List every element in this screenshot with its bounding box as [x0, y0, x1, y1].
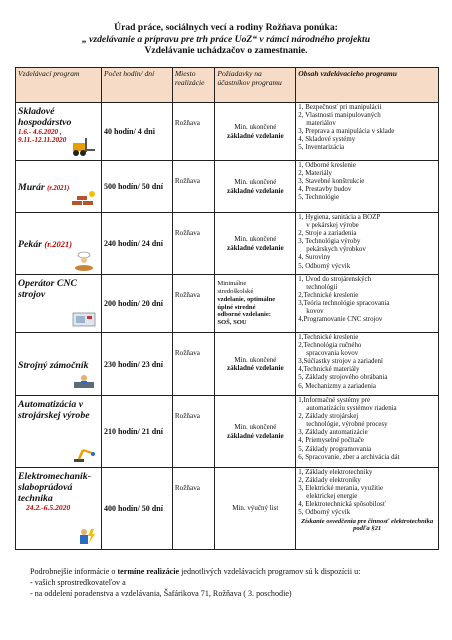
program-content: 1,Technické kreslenie 2,Technológia ručného spracovania kovov 3,Súčiastky strojov a zariadení 4,Technické materiály 5, Základy strojového obrábania 6, Mechanizmy a zariadenia [296, 333, 439, 396]
program-requirements: Minimálne stredoškolské vzdelanie, optimálne úplné stredné odborné vzdelanie: SOŠ, SOU [215, 275, 296, 333]
program-content: 1, Hygiena, sanitácia a BOZP v pekárskej výrobe 2, Stroje a zariadenia 3, Technológia výroby pekárskych výrobkov 4, Suroviny 5, Odborný výcvik [296, 213, 439, 275]
program-content: 1, Odborné kreslenie 2, Materiály 3, Stavebné konštrukcie 4, Prestavby budov 5, Technológie [296, 161, 439, 213]
table-row [16, 275, 439, 333]
footer-line-2: - vašich sprostredkovateľov a [30, 578, 126, 587]
program-hours: 200 hodín/ 20 dní [102, 275, 173, 333]
program-place: Rožňava [172, 103, 215, 161]
program-place: Rožňava [172, 275, 215, 333]
table-row [16, 103, 439, 161]
program-name: Skladové hospodárstvo 1.6.- 4.6.2020 , 9.11.-12.11.2020 [16, 103, 102, 161]
table-row [16, 213, 439, 275]
program-place: Rožňava [172, 468, 215, 550]
locksmith-picture [70, 372, 98, 392]
table-row [16, 333, 439, 396]
header-line-3: Vzdelávanie uchádzačov o zamestnanie. [144, 45, 308, 56]
program-name: Elektromechanik-slaboprúdová technika 24.2.-6.5.2020 [16, 468, 102, 550]
program-requirements: Min. ukončené základné vzdelanie [215, 213, 296, 275]
program-dates: 1.6.- 4.6.2020 , 9.11.-12.11.2020 [18, 128, 67, 144]
program-requirements: Min. ukončené základné vzdelanie [215, 396, 296, 468]
forklift-picture [70, 137, 98, 157]
program-hours: 230 hodín/ 23 dní [102, 333, 173, 396]
programs-table [15, 67, 439, 550]
program-year: (r.2021) [47, 184, 70, 192]
col-header-content: Obsah vzdelávacieho programu [296, 68, 439, 103]
col-header-requirements: Požiadavky na účastníkov programu [215, 68, 296, 103]
footer-line-1: Podrobnejšie informácie o termíne realizácie jednotlivých vzdelávacích programov sú k dispozícii u: [30, 567, 361, 576]
program-place: Rožňava [172, 213, 215, 275]
header-line-2: „ vzdelávanie a prípravu pre trh práce UoZ“ v rámci národného projektu [81, 33, 371, 45]
program-place: Rožňava [172, 396, 215, 468]
program-hours: 40 hodín/ 4 dni [102, 103, 173, 161]
program-name: Automatizácia v strojárskej výrobe [16, 396, 102, 468]
program-hours: 400 hodín/ 50 dní [102, 468, 173, 550]
program-name: Pekár (r.2021) [16, 213, 102, 275]
program-place: Rožňava [172, 333, 215, 396]
col-header-hours: Počet hodín/ dní [102, 68, 173, 103]
program-name: Murár (r.2021) [16, 161, 102, 213]
program-content: 1, Bezpečnosť pri manipulácii 2, Vlastnosti manipulovaných materiálov 3, Preprava a manipulácia v sklade 4, Skladové systémy 5, Inventarizácia [296, 103, 439, 161]
program-content: 1,Informačné systémy pre automatizáciu systémov riadenia 2, Základy strojárskej technológie, výrobné procesy 3, Základy automatizácie 4, Priemyselné počítače 5, Základy programovania 6, Spracovanie, zber a archivácia dát [296, 396, 439, 468]
baker-picture [70, 251, 98, 271]
robot-arm-picture [70, 444, 98, 464]
program-dates: 24.2.-6.5.2020 [26, 503, 71, 512]
table-row [16, 468, 439, 550]
footer-line-3: - na oddelení poradenstva a vzdelávania, Šafárikova 71, Rožňava ( 3. poschodie) [30, 589, 292, 598]
footer-info [30, 566, 440, 599]
program-requirements: Min. ukončené základné vzdelanie [215, 103, 296, 161]
program-place: Rožňava [172, 161, 215, 213]
table-row [16, 161, 439, 213]
table-row [16, 396, 439, 468]
col-header-place: Miesto realizácie [172, 68, 215, 103]
program-name: Operátor CNC strojov [16, 275, 102, 333]
program-requirements: Min. ukončené základné vzdelanie [215, 333, 296, 396]
certificate-note: Získanie osvedčenia pre činnosť elektrotechnika podľa §21 [301, 517, 434, 533]
document-header [0, 22, 452, 57]
table-header-row [16, 68, 439, 103]
program-hours: 210 hodín/ 21 dní [102, 396, 173, 468]
program-hours: 500 hodín/ 50 dní [102, 161, 173, 213]
program-year: (r.2021) [44, 239, 73, 249]
program-requirements: Min. ukončené základné vzdelanie [215, 161, 296, 213]
program-name: Strojný zámočník [16, 333, 102, 396]
program-requirements: Min. výučný list [215, 468, 296, 550]
cnc-machine-picture [70, 309, 98, 329]
col-header-program: Vzdelávací program [16, 68, 102, 103]
bricklayer-picture [70, 189, 98, 209]
program-content: 1, Základy elektrotechniky 2, Základy elektroniky 3, Elektrické merania, využitie elektrickej energie 4, Elektrotechnická spôsobilosť 5, Odborný výcvik Získanie osvedčenia pre činnosť elektrotechnika podľa §21 [296, 468, 439, 550]
header-line-1: Úrad práce, sociálnych vecí a rodiny Rožňava ponúka: [114, 22, 338, 33]
program-content: 1, Úvod do strojárenských technológií 2,Technické kreslenie 3,Teória technológie spracovania kovov 4,Programovanie CNC strojov [296, 275, 439, 333]
electrician-picture [70, 526, 98, 546]
program-hours: 240 hodín/ 24 dní [102, 213, 173, 275]
